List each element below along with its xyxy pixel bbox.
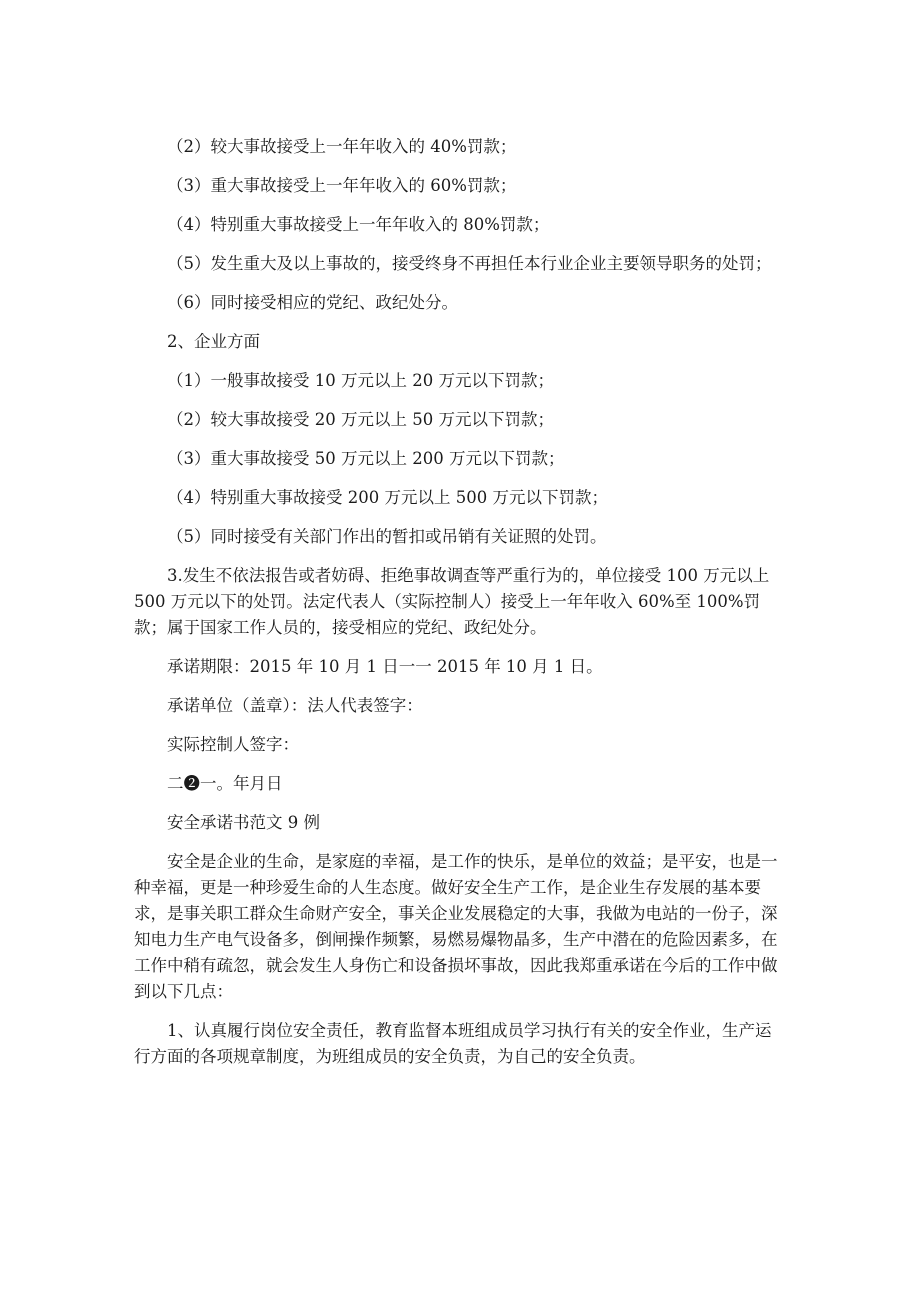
section-title: 安全承诺书范文 9 例 <box>167 813 320 832</box>
personal-penalty-6: （6）同时接受相应的党纪、政纪处分。 <box>167 293 458 312</box>
unit-signature-line: 承诺单位（盖章）：法人代表签字： <box>167 696 423 715</box>
enterprise-penalty-5: （5）同时接受有关部门作出的暂扣或吊销有关证照的处罚。 <box>167 527 607 546</box>
enterprise-penalty-2: （2）较大事故接受 20 万元以上 50 万元以下罚款； <box>167 410 554 429</box>
personal-penalty-5: （5）发生重大及以上事故的，接受终身不再担任本行业企业主要领导职务的处罚； <box>167 254 772 273</box>
intro-paragraph: 安全是企业的生命，是家庭的幸福，是工作的快乐，是单位的效益；是平安，也是一种幸福，更是一种珍爱生命的人生态度。做好安全生产工作，是企业生存发展的基本要求，是事关职工群众生命财产安全，事关企业发展稳定的大事，我做为电站的一份子，深知电力生产电气设备多，倒闸操作频繁，易燃易爆物晶多，生产中潜在的危险因素多，在工作中稍有疏忽，就会发生人身伤亡和设备损坏事故，因此我郑重承诺在今后的工作中做到以下几点： <box>134 852 778 1001</box>
commitment-period: 承诺期限：2015 年 10 月 1 日一一 2015 年 10 月 1 日。 <box>167 657 603 676</box>
enterprise-penalty-4: （4）特别重大事故接受 200 万元以上 500 万元以下罚款； <box>167 488 608 507</box>
personal-penalty-4: （4）特别重大事故接受上一年年收入的 80%罚款； <box>167 215 550 234</box>
controller-signature-line: 实际控制人签字： <box>167 735 299 754</box>
personal-penalty-3: （3）重大事故接受上一年年收入的 60%罚款； <box>167 176 517 195</box>
enterprise-penalty-1: （1）一般事故接受 10 万元以上 20 万元以下罚款； <box>167 371 554 390</box>
enterprise-heading: 2、企业方面 <box>167 332 260 351</box>
point-1: 1、认真履行岗位安全责任，教育监督本班组成员学习执行有关的安全作业，生产运行方面的各项规章制度，为班组成员的安全负责，为自己的安全负责。 <box>134 1021 772 1066</box>
enterprise-penalty-3: （3）重大事故接受 50 万元以上 200 万元以下罚款； <box>167 449 565 468</box>
clause-3: 3.发生不依法报告或者妨碍、拒绝事故调查等严重行为的，单位接受 100 万元以上 500 万元以下的处罚。法定代表人（实际控制人）接受上一年年收入 60%至 100%罚款；属于国家工作人员的，接受相应的党纪、政纪处分。 <box>134 566 770 637</box>
document-body <box>134 134 782 1070</box>
personal-penalty-2: （2）较大事故接受上一年年收入的 40%罚款； <box>167 137 517 156</box>
date-line: 二❷一。年月日 <box>167 774 283 793</box>
